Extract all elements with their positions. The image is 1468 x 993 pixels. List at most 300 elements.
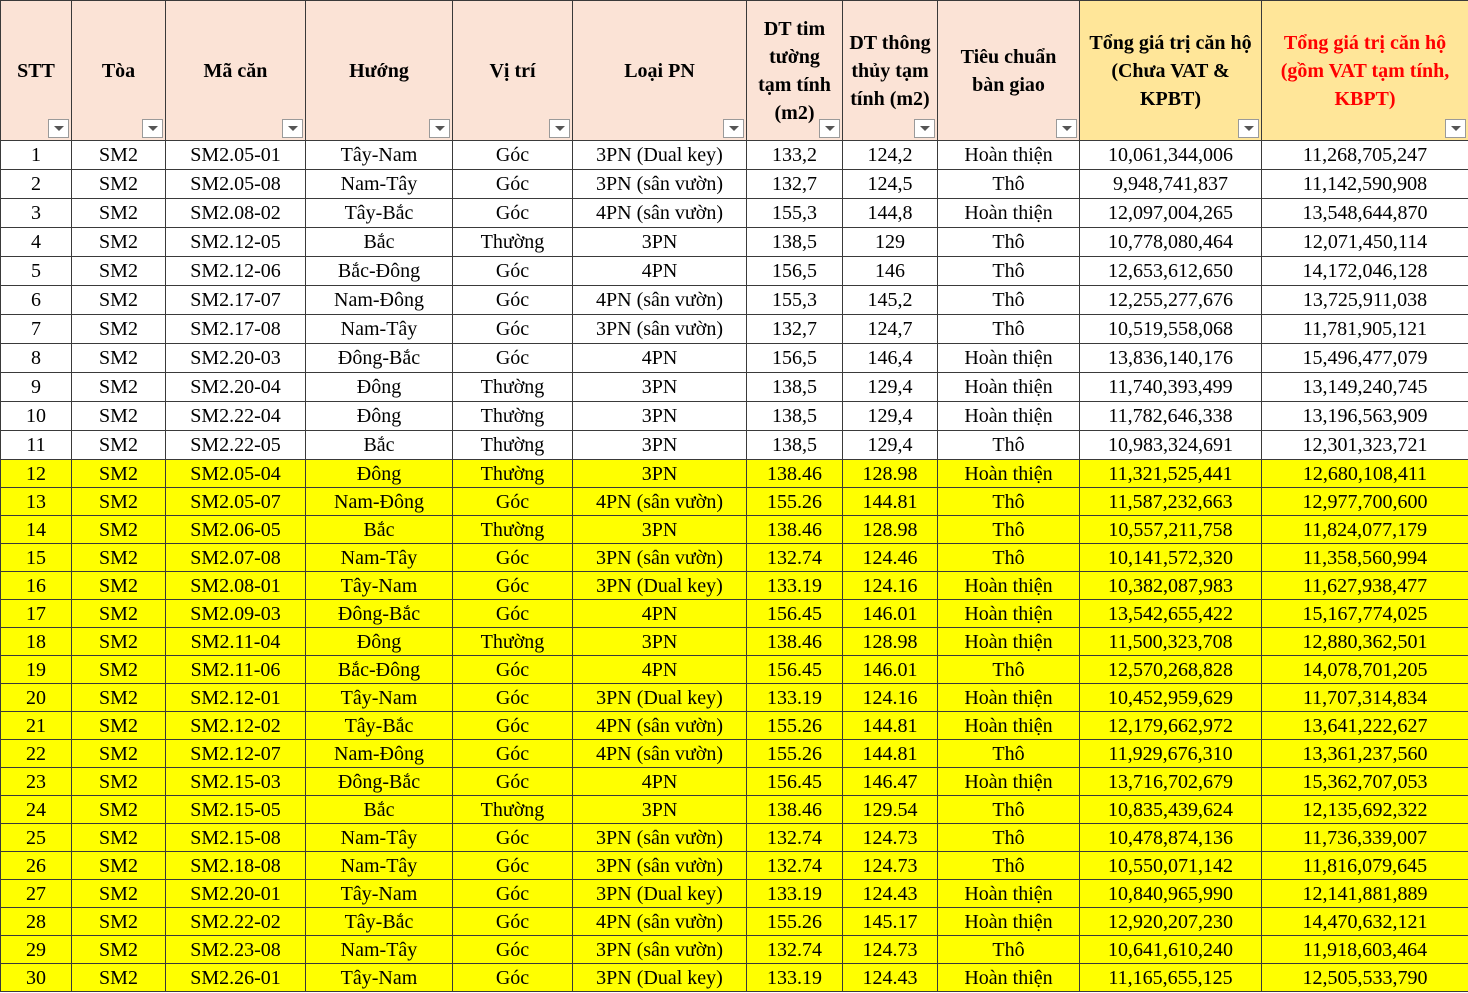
filter-dropdown-icon[interactable]: [723, 119, 744, 138]
cell-dt-thong-thuy[interactable]: 129.54: [843, 796, 938, 824]
cell-huong[interactable]: Nam-Đông: [306, 740, 453, 768]
cell-vi-tri[interactable]: Góc: [453, 964, 573, 992]
cell-dt-tim-tuong[interactable]: 133.19: [747, 684, 843, 712]
cell-ma-can[interactable]: SM2.08-02: [166, 199, 306, 228]
cell-tong-gia-gom-vat[interactable]: 11,627,938,477: [1262, 572, 1468, 600]
cell-dt-thong-thuy[interactable]: 129,4: [843, 402, 938, 431]
cell-ma-can[interactable]: SM2.22-05: [166, 431, 306, 460]
cell-tong-gia-gom-vat[interactable]: 13,149,240,745: [1262, 373, 1468, 402]
cell-dt-tim-tuong[interactable]: 138.46: [747, 628, 843, 656]
cell-dt-thong-thuy[interactable]: 128.98: [843, 460, 938, 488]
cell-toa[interactable]: SM2: [72, 373, 166, 402]
cell-dt-thong-thuy[interactable]: 124,5: [843, 170, 938, 199]
cell-stt[interactable]: 11: [1, 431, 72, 460]
cell-loai-pn[interactable]: 4PN (sân vườn): [573, 488, 747, 516]
cell-ma-can[interactable]: SM2.22-02: [166, 908, 306, 936]
cell-tong-gia-gom-vat[interactable]: 13,725,911,038: [1262, 286, 1468, 315]
cell-vi-tri[interactable]: Góc: [453, 572, 573, 600]
cell-dt-thong-thuy[interactable]: 145,2: [843, 286, 938, 315]
cell-huong[interactable]: Nam-Đông: [306, 286, 453, 315]
cell-dt-tim-tuong[interactable]: 132,7: [747, 170, 843, 199]
cell-toa[interactable]: SM2: [72, 628, 166, 656]
cell-ma-can[interactable]: SM2.12-07: [166, 740, 306, 768]
cell-tong-gia-chua-vat[interactable]: 10,641,610,240: [1080, 936, 1262, 964]
cell-dt-thong-thuy[interactable]: 129,4: [843, 431, 938, 460]
cell-vi-tri[interactable]: Góc: [453, 824, 573, 852]
cell-toa[interactable]: SM2: [72, 488, 166, 516]
cell-dt-tim-tuong[interactable]: 138.46: [747, 796, 843, 824]
cell-tong-gia-chua-vat[interactable]: 12,179,662,972: [1080, 712, 1262, 740]
cell-toa[interactable]: SM2: [72, 431, 166, 460]
cell-tong-gia-gom-vat[interactable]: 12,071,450,114: [1262, 228, 1468, 257]
cell-vi-tri[interactable]: Góc: [453, 684, 573, 712]
cell-loai-pn[interactable]: 3PN (sân vườn): [573, 824, 747, 852]
cell-ma-can[interactable]: SM2.20-04: [166, 373, 306, 402]
cell-loai-pn[interactable]: 3PN: [573, 516, 747, 544]
cell-tong-gia-gom-vat[interactable]: 11,358,560,994: [1262, 544, 1468, 572]
cell-toa[interactable]: SM2: [72, 286, 166, 315]
cell-tong-gia-chua-vat[interactable]: 12,920,207,230: [1080, 908, 1262, 936]
cell-ma-can[interactable]: SM2.15-05: [166, 796, 306, 824]
cell-loai-pn[interactable]: 4PN (sân vườn): [573, 740, 747, 768]
cell-ma-can[interactable]: SM2.20-01: [166, 880, 306, 908]
cell-stt[interactable]: 28: [1, 908, 72, 936]
cell-dt-tim-tuong[interactable]: 156.45: [747, 600, 843, 628]
cell-tieu-chuan[interactable]: Thô: [938, 286, 1080, 315]
cell-dt-thong-thuy[interactable]: 146,4: [843, 344, 938, 373]
filter-dropdown-icon[interactable]: [142, 119, 163, 138]
cell-huong[interactable]: Nam-Tây: [306, 315, 453, 344]
cell-dt-thong-thuy[interactable]: 146.01: [843, 600, 938, 628]
cell-dt-thong-thuy[interactable]: 146.47: [843, 768, 938, 796]
cell-tieu-chuan[interactable]: Thô: [938, 488, 1080, 516]
cell-tong-gia-chua-vat[interactable]: 12,653,612,650: [1080, 257, 1262, 286]
cell-tong-gia-gom-vat[interactable]: 13,196,563,909: [1262, 402, 1468, 431]
cell-stt[interactable]: 24: [1, 796, 72, 824]
cell-tong-gia-chua-vat[interactable]: 11,321,525,441: [1080, 460, 1262, 488]
cell-huong[interactable]: Đông-Bắc: [306, 344, 453, 373]
cell-tieu-chuan[interactable]: Hoàn thiện: [938, 199, 1080, 228]
cell-loai-pn[interactable]: 4PN (sân vườn): [573, 286, 747, 315]
cell-vi-tri[interactable]: Thường: [453, 796, 573, 824]
cell-huong[interactable]: Tây-Bắc: [306, 908, 453, 936]
cell-tieu-chuan[interactable]: Thô: [938, 170, 1080, 199]
cell-loai-pn[interactable]: 3PN: [573, 628, 747, 656]
cell-stt[interactable]: 16: [1, 572, 72, 600]
cell-ma-can[interactable]: SM2.12-05: [166, 228, 306, 257]
cell-huong[interactable]: Bắc-Đông: [306, 656, 453, 684]
cell-vi-tri[interactable]: Góc: [453, 740, 573, 768]
cell-tong-gia-chua-vat[interactable]: 10,835,439,624: [1080, 796, 1262, 824]
cell-toa[interactable]: SM2: [72, 257, 166, 286]
cell-toa[interactable]: SM2: [72, 402, 166, 431]
cell-toa[interactable]: SM2: [72, 796, 166, 824]
cell-loai-pn[interactable]: 4PN: [573, 600, 747, 628]
cell-ma-can[interactable]: SM2.17-08: [166, 315, 306, 344]
cell-tieu-chuan[interactable]: Thô: [938, 431, 1080, 460]
cell-dt-tim-tuong[interactable]: 138,5: [747, 402, 843, 431]
cell-tong-gia-chua-vat[interactable]: 10,519,558,068: [1080, 315, 1262, 344]
cell-tong-gia-chua-vat[interactable]: 10,061,344,006: [1080, 141, 1262, 170]
cell-dt-tim-tuong[interactable]: 133,2: [747, 141, 843, 170]
cell-dt-tim-tuong[interactable]: 132.74: [747, 544, 843, 572]
cell-stt[interactable]: 10: [1, 402, 72, 431]
cell-toa[interactable]: SM2: [72, 740, 166, 768]
cell-dt-thong-thuy[interactable]: 124.73: [843, 936, 938, 964]
cell-toa[interactable]: SM2: [72, 768, 166, 796]
cell-tieu-chuan[interactable]: Hoàn thiện: [938, 373, 1080, 402]
cell-huong[interactable]: Tây-Nam: [306, 141, 453, 170]
cell-tong-gia-chua-vat[interactable]: 10,452,959,629: [1080, 684, 1262, 712]
cell-tong-gia-gom-vat[interactable]: 12,977,700,600: [1262, 488, 1468, 516]
cell-tong-gia-chua-vat[interactable]: 10,778,080,464: [1080, 228, 1262, 257]
cell-tong-gia-gom-vat[interactable]: 12,301,323,721: [1262, 431, 1468, 460]
cell-tong-gia-gom-vat[interactable]: 13,548,644,870: [1262, 199, 1468, 228]
cell-dt-thong-thuy[interactable]: 145.17: [843, 908, 938, 936]
cell-vi-tri[interactable]: Thường: [453, 373, 573, 402]
cell-ma-can[interactable]: SM2.05-04: [166, 460, 306, 488]
cell-vi-tri[interactable]: Thường: [453, 431, 573, 460]
cell-tong-gia-chua-vat[interactable]: 10,550,071,142: [1080, 852, 1262, 880]
cell-ma-can[interactable]: SM2.15-03: [166, 768, 306, 796]
cell-toa[interactable]: SM2: [72, 852, 166, 880]
cell-ma-can[interactable]: SM2.09-03: [166, 600, 306, 628]
cell-dt-thong-thuy[interactable]: 124,7: [843, 315, 938, 344]
cell-toa[interactable]: SM2: [72, 344, 166, 373]
filter-dropdown-icon[interactable]: [819, 119, 840, 138]
cell-loai-pn[interactable]: 4PN: [573, 656, 747, 684]
cell-dt-thong-thuy[interactable]: 124,2: [843, 141, 938, 170]
cell-toa[interactable]: SM2: [72, 199, 166, 228]
cell-loai-pn[interactable]: 3PN (sân vườn): [573, 936, 747, 964]
cell-huong[interactable]: Tây-Nam: [306, 684, 453, 712]
cell-ma-can[interactable]: SM2.12-06: [166, 257, 306, 286]
cell-huong[interactable]: Tây-Nam: [306, 880, 453, 908]
cell-loai-pn[interactable]: 4PN: [573, 344, 747, 373]
cell-vi-tri[interactable]: Góc: [453, 852, 573, 880]
cell-dt-tim-tuong[interactable]: 156,5: [747, 257, 843, 286]
cell-loai-pn[interactable]: 3PN (sân vườn): [573, 170, 747, 199]
cell-huong[interactable]: Bắc: [306, 228, 453, 257]
cell-tong-gia-gom-vat[interactable]: 11,707,314,834: [1262, 684, 1468, 712]
cell-tong-gia-chua-vat[interactable]: 11,929,676,310: [1080, 740, 1262, 768]
cell-tong-gia-gom-vat[interactable]: 12,680,108,411: [1262, 460, 1468, 488]
cell-tieu-chuan[interactable]: Thô: [938, 936, 1080, 964]
cell-stt[interactable]: 27: [1, 880, 72, 908]
cell-huong[interactable]: Tây-Nam: [306, 572, 453, 600]
cell-vi-tri[interactable]: Góc: [453, 141, 573, 170]
cell-huong[interactable]: Nam-Tây: [306, 170, 453, 199]
cell-vi-tri[interactable]: Góc: [453, 600, 573, 628]
cell-huong[interactable]: Nam-Tây: [306, 824, 453, 852]
cell-tong-gia-gom-vat[interactable]: 11,781,905,121: [1262, 315, 1468, 344]
cell-loai-pn[interactable]: 3PN: [573, 228, 747, 257]
cell-loai-pn[interactable]: 4PN (sân vườn): [573, 199, 747, 228]
cell-tieu-chuan[interactable]: Thô: [938, 257, 1080, 286]
cell-loai-pn[interactable]: 3PN (Dual key): [573, 572, 747, 600]
cell-dt-tim-tuong[interactable]: 156.45: [747, 656, 843, 684]
cell-tong-gia-chua-vat[interactable]: 10,478,874,136: [1080, 824, 1262, 852]
cell-vi-tri[interactable]: Góc: [453, 170, 573, 199]
filter-dropdown-icon[interactable]: [1056, 119, 1077, 138]
cell-tong-gia-chua-vat[interactable]: 10,141,572,320: [1080, 544, 1262, 572]
cell-tieu-chuan[interactable]: Hoàn thiện: [938, 684, 1080, 712]
filter-dropdown-icon[interactable]: [1445, 119, 1466, 138]
cell-vi-tri[interactable]: Góc: [453, 344, 573, 373]
cell-stt[interactable]: 20: [1, 684, 72, 712]
cell-huong[interactable]: Tây-Bắc: [306, 712, 453, 740]
cell-dt-tim-tuong[interactable]: 133.19: [747, 964, 843, 992]
cell-tong-gia-chua-vat[interactable]: 10,382,087,983: [1080, 572, 1262, 600]
cell-tong-gia-chua-vat[interactable]: 12,255,277,676: [1080, 286, 1262, 315]
cell-ma-can[interactable]: SM2.18-08: [166, 852, 306, 880]
cell-loai-pn[interactable]: 4PN (sân vườn): [573, 712, 747, 740]
cell-toa[interactable]: SM2: [72, 936, 166, 964]
cell-ma-can[interactable]: SM2.07-08: [166, 544, 306, 572]
cell-loai-pn[interactable]: 3PN (Dual key): [573, 880, 747, 908]
cell-dt-tim-tuong[interactable]: 138,5: [747, 373, 843, 402]
cell-dt-thong-thuy[interactable]: 124.43: [843, 880, 938, 908]
cell-tong-gia-gom-vat[interactable]: 11,824,077,179: [1262, 516, 1468, 544]
cell-tong-gia-gom-vat[interactable]: 12,505,533,790: [1262, 964, 1468, 992]
cell-tieu-chuan[interactable]: Hoàn thiện: [938, 880, 1080, 908]
filter-dropdown-icon[interactable]: [282, 119, 303, 138]
cell-tong-gia-gom-vat[interactable]: 13,641,222,627: [1262, 712, 1468, 740]
cell-loai-pn[interactable]: 3PN (Dual key): [573, 141, 747, 170]
cell-tong-gia-gom-vat[interactable]: 12,135,692,322: [1262, 796, 1468, 824]
cell-dt-thong-thuy[interactable]: 144,8: [843, 199, 938, 228]
cell-tieu-chuan[interactable]: Hoàn thiện: [938, 964, 1080, 992]
cell-ma-can[interactable]: SM2.26-01: [166, 964, 306, 992]
cell-tong-gia-chua-vat[interactable]: 12,570,268,828: [1080, 656, 1262, 684]
cell-ma-can[interactable]: SM2.20-03: [166, 344, 306, 373]
cell-tieu-chuan[interactable]: Hoàn thiện: [938, 344, 1080, 373]
cell-huong[interactable]: Nam-Tây: [306, 544, 453, 572]
cell-huong[interactable]: Bắc: [306, 431, 453, 460]
cell-dt-tim-tuong[interactable]: 156,5: [747, 344, 843, 373]
cell-tieu-chuan[interactable]: Thô: [938, 852, 1080, 880]
cell-tong-gia-chua-vat[interactable]: 11,782,646,338: [1080, 402, 1262, 431]
cell-stt[interactable]: 12: [1, 460, 72, 488]
cell-loai-pn[interactable]: 3PN (sân vườn): [573, 544, 747, 572]
cell-ma-can[interactable]: SM2.12-01: [166, 684, 306, 712]
cell-huong[interactable]: Nam-Tây: [306, 936, 453, 964]
cell-huong[interactable]: Đông: [306, 373, 453, 402]
cell-stt[interactable]: 17: [1, 600, 72, 628]
cell-tieu-chuan[interactable]: Hoàn thiện: [938, 460, 1080, 488]
cell-loai-pn[interactable]: 4PN: [573, 257, 747, 286]
cell-vi-tri[interactable]: Góc: [453, 286, 573, 315]
cell-loai-pn[interactable]: 3PN (sân vườn): [573, 852, 747, 880]
cell-dt-tim-tuong[interactable]: 155.26: [747, 908, 843, 936]
cell-stt[interactable]: 9: [1, 373, 72, 402]
cell-stt[interactable]: 13: [1, 488, 72, 516]
cell-tieu-chuan[interactable]: Thô: [938, 315, 1080, 344]
cell-dt-thong-thuy[interactable]: 124.46: [843, 544, 938, 572]
cell-ma-can[interactable]: SM2.11-04: [166, 628, 306, 656]
cell-vi-tri[interactable]: Thường: [453, 628, 573, 656]
cell-tong-gia-gom-vat[interactable]: 14,470,632,121: [1262, 908, 1468, 936]
cell-tieu-chuan[interactable]: Thô: [938, 516, 1080, 544]
cell-huong[interactable]: Đông-Bắc: [306, 600, 453, 628]
cell-dt-tim-tuong[interactable]: 132.74: [747, 824, 843, 852]
cell-tong-gia-chua-vat[interactable]: 11,587,232,663: [1080, 488, 1262, 516]
cell-loai-pn[interactable]: 3PN: [573, 402, 747, 431]
cell-stt[interactable]: 1: [1, 141, 72, 170]
cell-vi-tri[interactable]: Thường: [453, 228, 573, 257]
cell-ma-can[interactable]: SM2.15-08: [166, 824, 306, 852]
cell-tieu-chuan[interactable]: Thô: [938, 824, 1080, 852]
cell-dt-tim-tuong[interactable]: 155.26: [747, 740, 843, 768]
cell-huong[interactable]: Tây-Nam: [306, 964, 453, 992]
cell-toa[interactable]: SM2: [72, 964, 166, 992]
cell-dt-thong-thuy[interactable]: 124.73: [843, 824, 938, 852]
cell-ma-can[interactable]: SM2.05-08: [166, 170, 306, 199]
cell-dt-tim-tuong[interactable]: 132.74: [747, 936, 843, 964]
cell-huong[interactable]: Bắc: [306, 516, 453, 544]
filter-dropdown-icon[interactable]: [1238, 119, 1259, 138]
cell-vi-tri[interactable]: Góc: [453, 488, 573, 516]
cell-loai-pn[interactable]: 3PN (Dual key): [573, 684, 747, 712]
cell-tieu-chuan[interactable]: Hoàn thiện: [938, 572, 1080, 600]
cell-tong-gia-chua-vat[interactable]: 10,557,211,758: [1080, 516, 1262, 544]
cell-ma-can[interactable]: SM2.06-05: [166, 516, 306, 544]
cell-tong-gia-chua-vat[interactable]: 9,948,741,837: [1080, 170, 1262, 199]
cell-tieu-chuan[interactable]: Hoàn thiện: [938, 628, 1080, 656]
cell-vi-tri[interactable]: Góc: [453, 936, 573, 964]
cell-toa[interactable]: SM2: [72, 170, 166, 199]
cell-dt-thong-thuy[interactable]: 124.43: [843, 964, 938, 992]
cell-tieu-chuan[interactable]: Thô: [938, 228, 1080, 257]
cell-tong-gia-chua-vat[interactable]: 11,740,393,499: [1080, 373, 1262, 402]
cell-huong[interactable]: Bắc-Đông: [306, 257, 453, 286]
cell-stt[interactable]: 8: [1, 344, 72, 373]
cell-dt-thong-thuy[interactable]: 128.98: [843, 628, 938, 656]
cell-ma-can[interactable]: SM2.17-07: [166, 286, 306, 315]
cell-ma-can[interactable]: SM2.23-08: [166, 936, 306, 964]
cell-ma-can[interactable]: SM2.12-02: [166, 712, 306, 740]
cell-stt[interactable]: 25: [1, 824, 72, 852]
cell-vi-tri[interactable]: Góc: [453, 315, 573, 344]
cell-tieu-chuan[interactable]: Thô: [938, 740, 1080, 768]
cell-tieu-chuan[interactable]: Hoàn thiện: [938, 908, 1080, 936]
cell-stt[interactable]: 6: [1, 286, 72, 315]
cell-dt-tim-tuong[interactable]: 138.46: [747, 516, 843, 544]
cell-loai-pn[interactable]: 3PN (Dual key): [573, 964, 747, 992]
cell-tong-gia-chua-vat[interactable]: 13,542,655,422: [1080, 600, 1262, 628]
cell-vi-tri[interactable]: Thường: [453, 402, 573, 431]
cell-huong[interactable]: Nam-Tây: [306, 852, 453, 880]
cell-dt-thong-thuy[interactable]: 144.81: [843, 488, 938, 516]
cell-tieu-chuan[interactable]: Thô: [938, 796, 1080, 824]
cell-toa[interactable]: SM2: [72, 824, 166, 852]
cell-tong-gia-chua-vat[interactable]: 10,840,965,990: [1080, 880, 1262, 908]
cell-dt-tim-tuong[interactable]: 138,5: [747, 228, 843, 257]
cell-tong-gia-chua-vat[interactable]: 13,716,702,679: [1080, 768, 1262, 796]
cell-huong[interactable]: Tây-Bắc: [306, 199, 453, 228]
cell-huong[interactable]: Đông: [306, 628, 453, 656]
cell-tong-gia-gom-vat[interactable]: 13,361,237,560: [1262, 740, 1468, 768]
cell-toa[interactable]: SM2: [72, 712, 166, 740]
cell-loai-pn[interactable]: 3PN: [573, 373, 747, 402]
cell-huong[interactable]: Nam-Đông: [306, 488, 453, 516]
cell-tong-gia-gom-vat[interactable]: 12,880,362,501: [1262, 628, 1468, 656]
cell-dt-tim-tuong[interactable]: 155,3: [747, 199, 843, 228]
cell-dt-tim-tuong[interactable]: 132,7: [747, 315, 843, 344]
cell-tong-gia-chua-vat[interactable]: 11,500,323,708: [1080, 628, 1262, 656]
cell-toa[interactable]: SM2: [72, 544, 166, 572]
cell-vi-tri[interactable]: Góc: [453, 908, 573, 936]
cell-dt-thong-thuy[interactable]: 124.16: [843, 684, 938, 712]
cell-ma-can[interactable]: SM2.08-01: [166, 572, 306, 600]
filter-dropdown-icon[interactable]: [549, 119, 570, 138]
cell-tong-gia-gom-vat[interactable]: 14,078,701,205: [1262, 656, 1468, 684]
cell-huong[interactable]: Đông: [306, 402, 453, 431]
cell-tong-gia-chua-vat[interactable]: 12,097,004,265: [1080, 199, 1262, 228]
cell-tong-gia-gom-vat[interactable]: 11,268,705,247: [1262, 141, 1468, 170]
filter-dropdown-icon[interactable]: [429, 119, 450, 138]
cell-tieu-chuan[interactable]: Hoàn thiện: [938, 712, 1080, 740]
cell-tong-gia-chua-vat[interactable]: 11,165,655,125: [1080, 964, 1262, 992]
cell-tong-gia-chua-vat[interactable]: 10,983,324,691: [1080, 431, 1262, 460]
cell-vi-tri[interactable]: Góc: [453, 199, 573, 228]
cell-toa[interactable]: SM2: [72, 656, 166, 684]
cell-stt[interactable]: 5: [1, 257, 72, 286]
cell-toa[interactable]: SM2: [72, 315, 166, 344]
cell-toa[interactable]: SM2: [72, 684, 166, 712]
cell-stt[interactable]: 23: [1, 768, 72, 796]
cell-tieu-chuan[interactable]: Thô: [938, 656, 1080, 684]
cell-vi-tri[interactable]: Góc: [453, 768, 573, 796]
cell-tong-gia-gom-vat[interactable]: 12,141,881,889: [1262, 880, 1468, 908]
cell-dt-tim-tuong[interactable]: 155,3: [747, 286, 843, 315]
cell-tieu-chuan[interactable]: Thô: [938, 544, 1080, 572]
cell-stt[interactable]: 29: [1, 936, 72, 964]
cell-dt-tim-tuong[interactable]: 155.26: [747, 712, 843, 740]
cell-vi-tri[interactable]: Góc: [453, 544, 573, 572]
cell-dt-thong-thuy[interactable]: 124.73: [843, 852, 938, 880]
cell-loai-pn[interactable]: 4PN: [573, 768, 747, 796]
cell-tong-gia-gom-vat[interactable]: 11,142,590,908: [1262, 170, 1468, 199]
cell-dt-tim-tuong[interactable]: 156.45: [747, 768, 843, 796]
cell-vi-tri[interactable]: Góc: [453, 656, 573, 684]
cell-stt[interactable]: 14: [1, 516, 72, 544]
cell-dt-thong-thuy[interactable]: 144.81: [843, 712, 938, 740]
cell-tong-gia-gom-vat[interactable]: 11,816,079,645: [1262, 852, 1468, 880]
cell-dt-thong-thuy[interactable]: 144.81: [843, 740, 938, 768]
cell-loai-pn[interactable]: 3PN: [573, 460, 747, 488]
cell-vi-tri[interactable]: Thường: [453, 460, 573, 488]
cell-ma-can[interactable]: SM2.22-04: [166, 402, 306, 431]
cell-stt[interactable]: 22: [1, 740, 72, 768]
cell-vi-tri[interactable]: Góc: [453, 257, 573, 286]
cell-tong-gia-gom-vat[interactable]: 15,167,774,025: [1262, 600, 1468, 628]
cell-tong-gia-chua-vat[interactable]: 13,836,140,176: [1080, 344, 1262, 373]
cell-vi-tri[interactable]: Góc: [453, 712, 573, 740]
cell-dt-tim-tuong[interactable]: 155.26: [747, 488, 843, 516]
cell-dt-tim-tuong[interactable]: 133.19: [747, 572, 843, 600]
cell-toa[interactable]: SM2: [72, 880, 166, 908]
cell-dt-thong-thuy[interactable]: 146: [843, 257, 938, 286]
cell-tieu-chuan[interactable]: Hoàn thiện: [938, 768, 1080, 796]
cell-vi-tri[interactable]: Thường: [453, 516, 573, 544]
cell-tong-gia-gom-vat[interactable]: 14,172,046,128: [1262, 257, 1468, 286]
cell-stt[interactable]: 18: [1, 628, 72, 656]
cell-toa[interactable]: SM2: [72, 600, 166, 628]
cell-tong-gia-gom-vat[interactable]: 15,362,707,053: [1262, 768, 1468, 796]
cell-toa[interactable]: SM2: [72, 228, 166, 257]
cell-vi-tri[interactable]: Góc: [453, 880, 573, 908]
